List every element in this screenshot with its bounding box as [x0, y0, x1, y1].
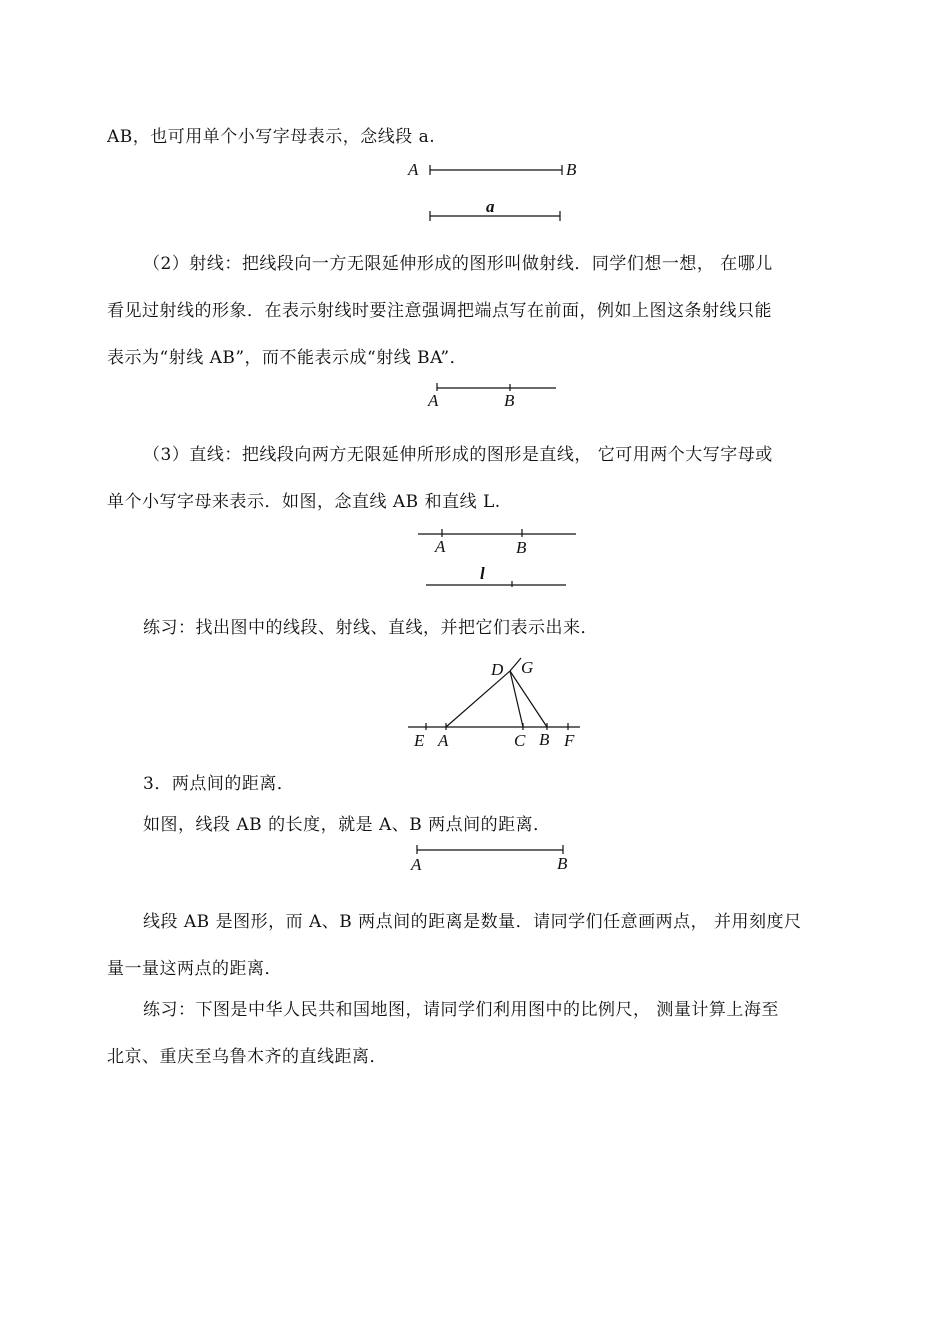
exercise-label-d: D: [491, 660, 504, 679]
exercise-label-f: F: [564, 731, 575, 750]
exercise-label-e: E: [414, 731, 425, 750]
exercise-segment-db: [510, 671, 547, 727]
distance-paragraph-1: 如图，线段 AB 的长度，就是 A、B 两点间的距离．: [143, 815, 551, 835]
line-label-a: A: [435, 537, 446, 556]
exercise-label-b: B: [539, 730, 550, 749]
exercise-label-g: G: [521, 658, 534, 677]
ray-label-a: A: [428, 391, 439, 410]
exercise-figure: [400, 655, 590, 750]
line-paragraph-line-1: （3）直线：把线段向两方无限延伸所形成的图形是直线， 它可用两个大写字母或: [143, 445, 773, 465]
distance-figure: [400, 840, 590, 880]
segment-label-a: A: [408, 160, 419, 179]
line-label-l: l: [480, 564, 485, 583]
exercise-ray-dg: [510, 658, 521, 671]
exercise-2-line-2: 北京、重庆至乌鲁木齐的直线距离．: [107, 1047, 387, 1067]
line-figure: [410, 523, 590, 593]
exercise-1: 练习：找出图中的线段、射线、直线，并把它们表示出来．: [143, 618, 598, 638]
exercise-segment-dc: [510, 671, 523, 727]
ray-paragraph-line-3: 表示为“射线 AB”，而不能表示成“射线 BA”．: [107, 348, 468, 368]
ray-figure: [420, 378, 570, 412]
distance-paragraph-2-line-2: 量一量这两点的距离．: [107, 959, 282, 979]
segment-label-b: B: [566, 160, 577, 179]
section-3-heading: 3．两点间的距离．: [143, 774, 295, 794]
line-paragraph-line-2: 单个小写字母来表示．如图，念直线 AB 和直线 L.: [107, 492, 501, 512]
exercise-segment-ad: [446, 671, 510, 727]
segment-label-lower-a: a: [486, 197, 495, 216]
line-label-b: B: [516, 538, 527, 557]
exercise-2-line-1: 练习：下图是中华人民共和国地图，请同学们利用图中的比例尺， 测量计算上海至: [143, 1000, 779, 1020]
exercise-label-a: A: [438, 731, 449, 750]
distance-paragraph-2-line-1: 线段 AB 是图形，而 A、B 两点间的距离是数量．请同学们任意画两点， 并用刻度尺: [143, 912, 802, 932]
ray-label-b: B: [504, 391, 515, 410]
exercise-label-c: C: [514, 731, 526, 750]
ray-paragraph-line-2: 看见过射线的形象．在表示射线时要注意强调把端点写在前面，例如上图这条射线只能: [107, 301, 772, 321]
segment-figure: [400, 155, 590, 225]
paragraph-line-1: AB，也可用单个小写字母表示，念线段 a.: [107, 127, 436, 147]
ray-paragraph-line-1: （2）射线：把线段向一方无限延伸形成的图形叫做射线．同学们想一想， 在哪儿: [143, 254, 773, 274]
distance-label-a: A: [411, 855, 422, 874]
distance-label-b: B: [557, 854, 568, 873]
